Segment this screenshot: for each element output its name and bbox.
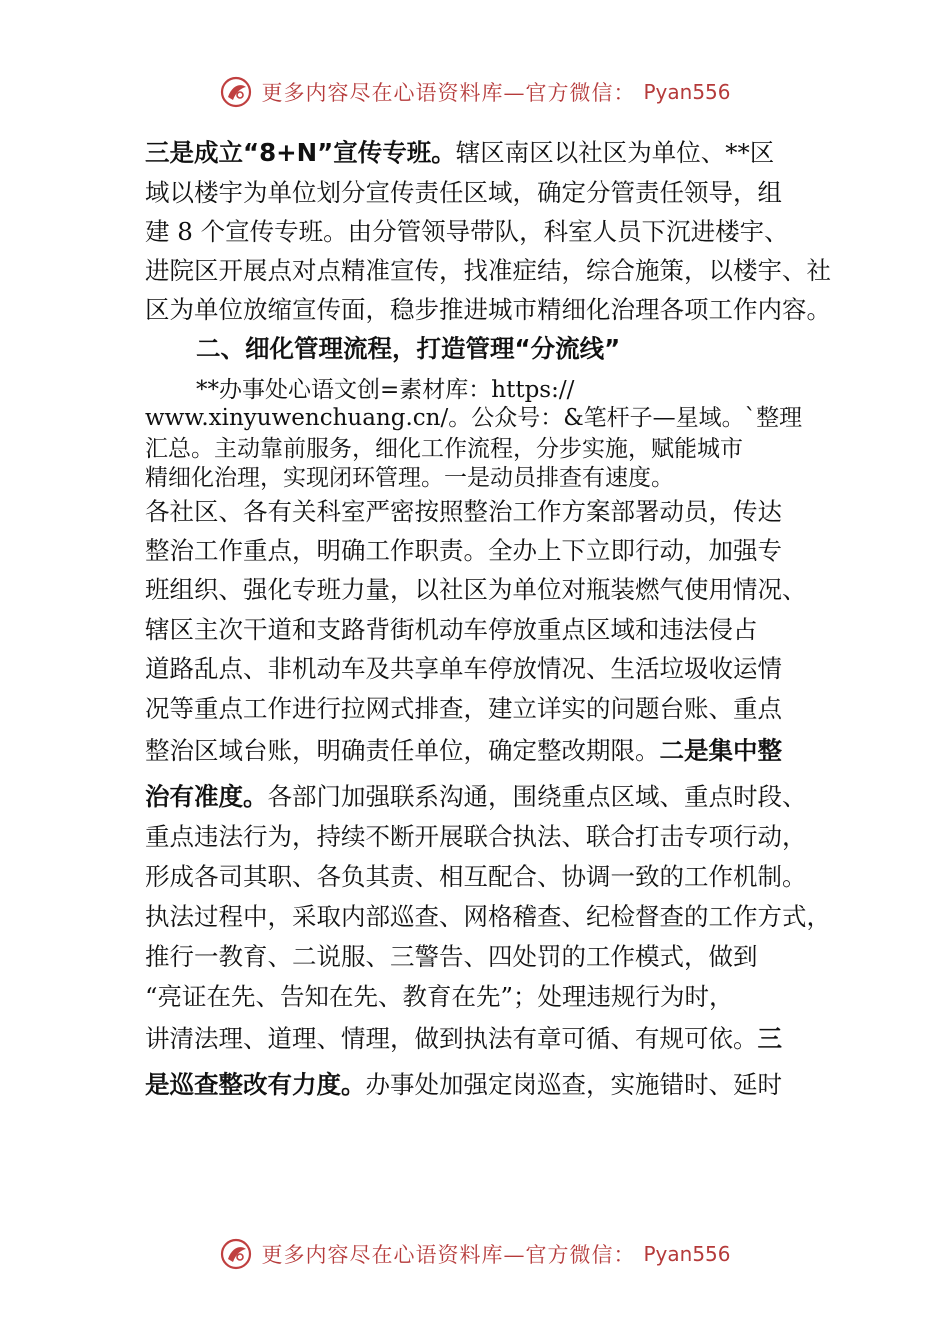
text-line-21 [145,902,831,932]
bold-tail: 三 [757,1024,782,1053]
line-text: 执法过程中，采取内部巡查、网格稽查、纪检督查的工作方式， [145,902,831,931]
watermark-text: 更多内容尽在心语资料库—官方微信： [261,1243,636,1267]
watermark-text: 更多内容尽在心语资料库—官方微信： [261,81,636,105]
line-text: 形成各司其职、各负其责、相互配合、协调一致的工作机制。 [145,862,807,891]
text-line-23 [145,982,734,1012]
line-text: 辖区主次干道和支路背街机动车停放重点区域和违法侵占 [145,615,758,644]
line-text: 整治区域台账，明确责任单位，确定整改期限。 [145,736,660,765]
line-text: 精细化治理，实现闭环管理。一是动员排查有速度。 [145,465,674,491]
brand-logo-icon [219,1237,253,1271]
footer-watermark [0,1232,950,1276]
brand-logo-icon [219,75,253,109]
line-text: 推行一教育、二说服、三警告、四处罚的工作模式，做到 [145,942,758,971]
section-heading [196,334,620,364]
text-line-11 [145,497,782,527]
line-text: 各社区、各有关科室严密按照整治工作方案部署动员，传达 [145,497,782,526]
text-line-24 [145,1024,782,1054]
text-line-19 [145,822,807,852]
line-text: 办事处加强定岗巡查，实施错时、延时 [365,1070,782,1099]
line-text: 汇总。主动靠前服务，细化工作流程，分步实施，赋能城市 [145,436,743,462]
watermark-wechat-id: Pyan556 [643,80,731,104]
bold-lead: 治有准度。 [145,782,268,811]
line-text: 整治工作重点，明确工作职责。全办上下立即行动，加强专 [145,536,782,565]
line-text: 域以楼宇为单位划分宣传责任区域，确定分管责任领导，组 [145,178,782,207]
line-text: 道路乱点、非机动车及共享单车停放情况、生活垃圾收运情 [145,654,782,683]
bold-lead: 三是成立“8+N”宣传专班。 [145,138,456,167]
text-line-12 [145,536,782,566]
line-text: 各部门加强联系沟通，围绕重点区域、重点时段、 [267,782,807,811]
text-line-18 [145,782,807,812]
text-line-9 [145,436,743,463]
text-line-15 [145,654,782,684]
text-line-8 [145,405,802,432]
line-text: 进院区开展点对点精准宣传，找准症结，综合施策，以楼宇、社 [145,256,831,285]
line-text: “亮证在先、告知在先、教育在先”；处理违规行为时， [145,982,734,1011]
line-text: www.xinyuwenchuang.cn/。公众号：&笔杆子—星域。`整理 [145,405,803,431]
line-text: 辖区南区以社区为单位、**区 [455,138,775,167]
text-line-17 [145,736,782,766]
heading-text: 二、细化管理流程，打造管理“分流线” [196,334,621,363]
text-line-4 [145,256,831,286]
text-line-2 [145,178,782,208]
text-line-1 [145,138,774,168]
bold-tail: 二是集中整 [659,736,782,765]
line-text: 重点违法行为，持续不断开展联合执法、联合打击专项行动， [145,822,807,851]
bold-lead: 是巡查整改有力度。 [145,1070,366,1099]
text-line-7 [196,377,574,404]
line-text: 区为单位放缩宣传面，稳步推进城市精细化治理各项工作内容。 [145,295,831,324]
text-line-16 [145,694,782,724]
line-text: 建 8 个宣传专班。由分管领导带队，科室人员下沉进楼宇、 [145,217,789,246]
text-line-20 [145,862,807,892]
text-line-10 [145,465,674,492]
line-text: 班组织、强化专班力量，以社区为单位对瓶装燃气使用情况、 [145,575,807,604]
text-line-22 [145,942,758,972]
text-line-3 [145,217,789,247]
text-line-25 [145,1070,782,1100]
text-line-13 [145,575,807,605]
watermark-wechat-id: Pyan556 [643,1242,731,1266]
line-text: **办事处心语文创=素材库：https:// [196,377,575,403]
header-watermark [0,70,950,114]
text-line-14 [145,615,758,645]
line-text: 况等重点工作进行拉网式排查，建立详实的问题台账、重点 [145,694,782,723]
text-line-5 [145,295,831,325]
line-text: 讲清法理、道理、情理，做到执法有章可循、有规可依。 [145,1024,758,1053]
